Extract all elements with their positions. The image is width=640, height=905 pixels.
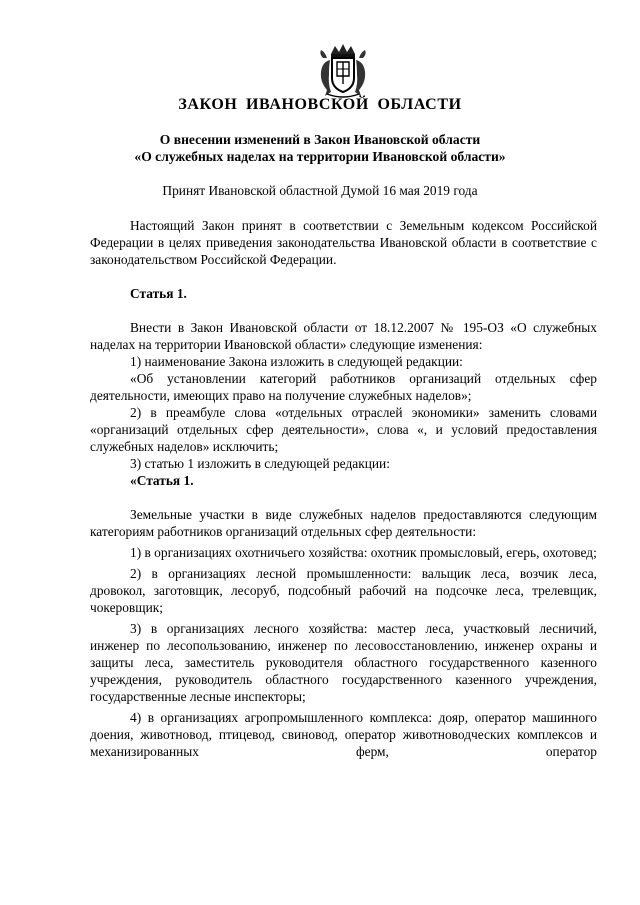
document-body — [90, 217, 597, 760]
preamble-paragraph: Настоящий Закон принят в соответствии с Земельным кодексом Российской Федерации в целях приведения законодательства Ивановской области в соответствие с законодательством Российской Федерации. — [90, 218, 597, 267]
article-1-heading: Статья 1. — [130, 286, 187, 301]
ivanovo-coat-of-arms-icon — [313, 40, 373, 100]
category-item-3: 3) в организациях лесного хозяйства: мастер леса, участковый лесничий, инженер по лесопользованию, инженер по лесовосстановлению, инженер охраны и защиты леса, заместитель руководителя областного государственного казенного учреждения, руководитель областного государственного казенного учреждения, государственные лесные инспекторы; — [90, 621, 597, 704]
category-item-4: 4) в организациях агропромышленного комплекса: дояр, оператор машинного доения, животновод, птицевод, свиновод, оператор животноводческих комплексов и механизированных ферм, оператор — [90, 710, 597, 759]
new-article-intro: Земельные участки в виде служебных наделов предоставляются следующим категориям работников организаций отдельных сфер деятельности: — [90, 507, 597, 539]
category-item-2: 2) в организациях лесной промышленности: вальщик леса, возчик леса, дровокол, заготовщик, лесоруб, подсобный рабочий на подсочке леса, трелевщик, чокеровщик; — [90, 566, 597, 615]
amendment-item-3: 3) статью 1 изложить в следующей редакции: — [130, 456, 390, 471]
law-title: ЗАКОН ИВАНОВСКОЙ ОБЛАСТИ — [178, 96, 462, 113]
law-subtitle-line-2: «О служебных наделах на территории Ивановской области» — [134, 149, 506, 164]
article-1-intro: Внести в Закон Ивановской области от 18.12.2007 № 195-ОЗ «О служебных наделах на территории Ивановской области» следующие изменения: — [90, 320, 597, 352]
adoption-line: Принят Ивановской областной Думой 16 мая 2019 года — [162, 183, 478, 198]
amendment-item-1-text: «Об установлении категорий работников организаций отдельных сфер деятельности, имеющих право на получение служебных наделов»; — [90, 371, 597, 403]
amendment-item-1: 1) наименование Закона изложить в следующей редакции: — [130, 354, 463, 369]
amendment-item-2: 2) в преамбуле слова «отдельных отраслей экономики» заменить словами «организаций отдельных сфер деятельности», слова «, и условий предоставления служебных наделов» исключить; — [90, 405, 597, 454]
law-subtitle-line-1: О внесении изменений в Закон Ивановской области — [159, 132, 481, 147]
category-item-1: 1) в организациях охотничьего хозяйства: охотник промысловый, егерь, охотовед; — [130, 545, 597, 560]
new-article-1-heading: «Статья 1. — [130, 473, 194, 488]
